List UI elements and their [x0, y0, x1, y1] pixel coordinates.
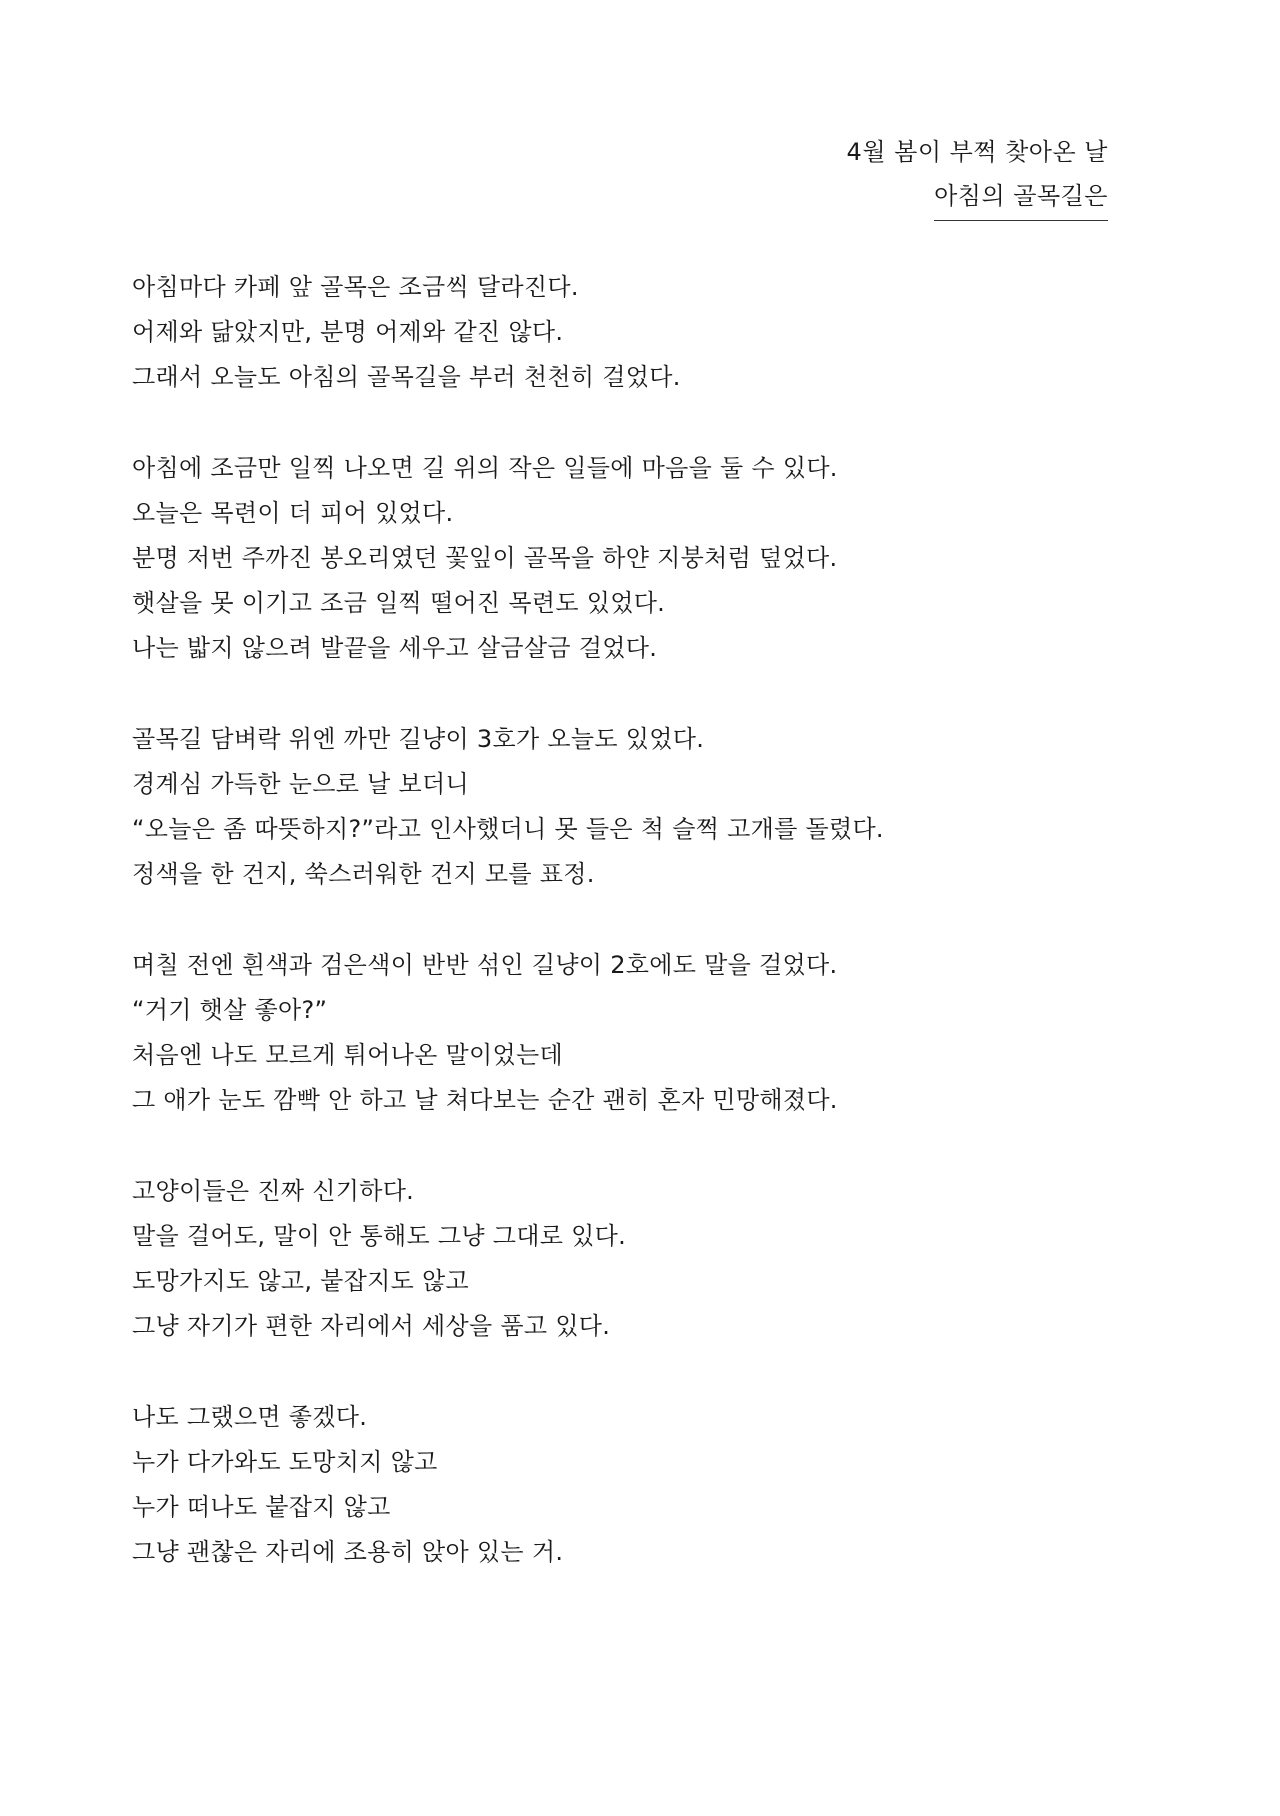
paragraph [132, 943, 1132, 1123]
paragraph [132, 1169, 1132, 1349]
text-line: 그 애가 눈도 깜빡 안 하고 날 쳐다보는 순간 괜히 혼자 민망해졌다. [132, 1086, 838, 1114]
text-line: 오늘은 목련이 더 피어 있었다. [132, 499, 454, 527]
document-body [132, 265, 1132, 1621]
text-line: 도망가지도 않고, 붙잡지도 않고 [132, 1267, 470, 1295]
text-line: 그냥 괜찮은 자리에 조용히 앉아 있는 거. [132, 1538, 564, 1566]
paragraph [132, 265, 1132, 400]
text-line: 아침마다 카페 앞 골목은 조금씩 달라진다. [132, 273, 579, 301]
text-line: “오늘은 좀 따뜻하지?”라고 인사했더니 못 들은 척 슬쩍 고개를 돌렸다. [132, 815, 884, 843]
text-line: 아침에 조금만 일찍 나오면 길 위의 작은 일들에 마음을 둘 수 있다. [132, 454, 838, 482]
paragraph [132, 1395, 1132, 1575]
paragraph [132, 717, 1132, 897]
text-line: “거기 햇살 좋아?” [132, 996, 328, 1024]
text-line: 그래서 오늘도 아침의 골목길을 부러 천천히 걸었다. [132, 363, 681, 391]
text-line: 정색을 한 건지, 쑥스러워한 건지 모를 표정. [132, 860, 595, 888]
text-line: 햇살을 못 이기고 조금 일찍 떨어진 목련도 있었다. [132, 589, 666, 617]
text-line: 경계심 가득한 눈으로 날 보더니 [132, 770, 470, 798]
text-line: 분명 저번 주까진 봉오리였던 꽃잎이 골목을 하얀 지붕처럼 덮었다. [132, 544, 838, 572]
text-line: 어제와 닮았지만, 분명 어제와 같진 않다. [132, 318, 564, 346]
text-line: 누가 떠나도 붙잡지 않고 [132, 1493, 391, 1521]
text-line: 말을 걸어도, 말이 안 통해도 그냥 그대로 있다. [132, 1222, 627, 1250]
text-line: 골목길 담벼락 위엔 까만 길냥이 3호가 오늘도 있었다. [132, 725, 705, 753]
document-header [847, 130, 1108, 221]
text-line: 나는 밟지 않으려 발끝을 세우고 살금살금 걸었다. [132, 634, 658, 662]
paragraph [132, 446, 1132, 671]
text-line: 며칠 전엔 흰색과 검은색이 반반 섞인 길냥이 2호에도 말을 걸었다. [132, 951, 838, 979]
text-line: 처음엔 나도 모르게 튀어나온 말이었는데 [132, 1041, 563, 1069]
text-line: 누가 다가와도 도망치지 않고 [132, 1448, 438, 1476]
text-line: 고양이들은 진짜 신기하다. [132, 1177, 415, 1205]
document-title: 아침의 골목길은 [934, 174, 1108, 221]
date-line: 4월 봄이 부쩍 찾아온 날 [846, 138, 1108, 166]
text-line: 나도 그랬으면 좋겠다. [132, 1403, 368, 1431]
text-line: 그냥 자기가 편한 자리에서 세상을 품고 있다. [132, 1312, 611, 1340]
